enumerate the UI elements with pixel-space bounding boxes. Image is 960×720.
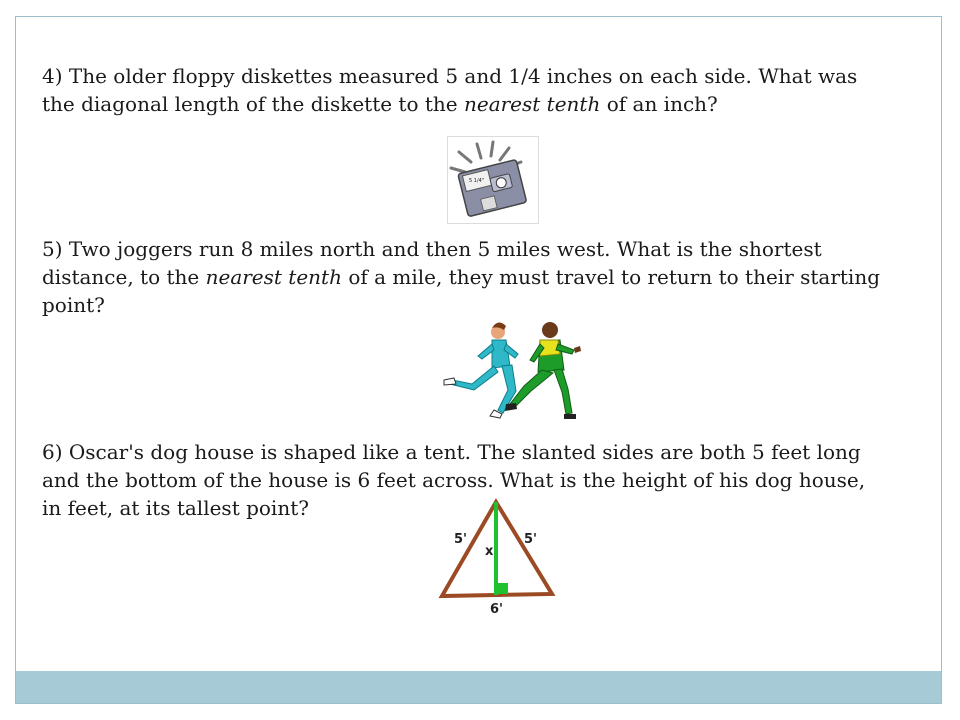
problem-6-text: Oscar's dog house is shaped like a tent. The slanted sides are both 5 feet long and the bottom of the house is 6 feet across. What is the height of his dog house, in feet, at its tallest point? (42, 440, 866, 520)
jogger-back (444, 322, 518, 418)
footer-band (16, 671, 941, 703)
problem-4 (42, 62, 882, 118)
problem-5-text-start: Two joggers run 8 miles north and then 5 miles west. What is the shortest distance, to the (42, 237, 822, 289)
problem-5-text-end: of a mile, they must travel to return to their starting point? (42, 265, 881, 317)
problem-4-emphasis: nearest tenth (463, 92, 601, 116)
problem-4-number: 4) (42, 64, 63, 88)
left-side-label: 5' (454, 532, 468, 547)
problem-6-number: 6) (42, 440, 63, 464)
problem-5-emphasis: nearest tenth (205, 265, 342, 289)
disk-size-label: 5 1/4" (469, 178, 485, 184)
base-label: 6' (490, 602, 504, 617)
problem-4-text-start: The older floppy diskettes measured 5 and 1/4 inches on each side. What was the diagonal length of the diskette to the (42, 64, 858, 116)
right-angle-marker (497, 583, 508, 594)
triangle-diagram (430, 496, 565, 618)
problem-4-text-end: of an inch? (600, 92, 718, 116)
problem-5 (42, 235, 882, 319)
floppy-disk-icon (447, 136, 539, 224)
right-side-label: 5' (524, 532, 538, 547)
joggers-icon (440, 318, 585, 426)
problem-5-number: 5) (42, 237, 63, 261)
height-label: x (485, 544, 494, 559)
jogger-front (505, 322, 581, 419)
